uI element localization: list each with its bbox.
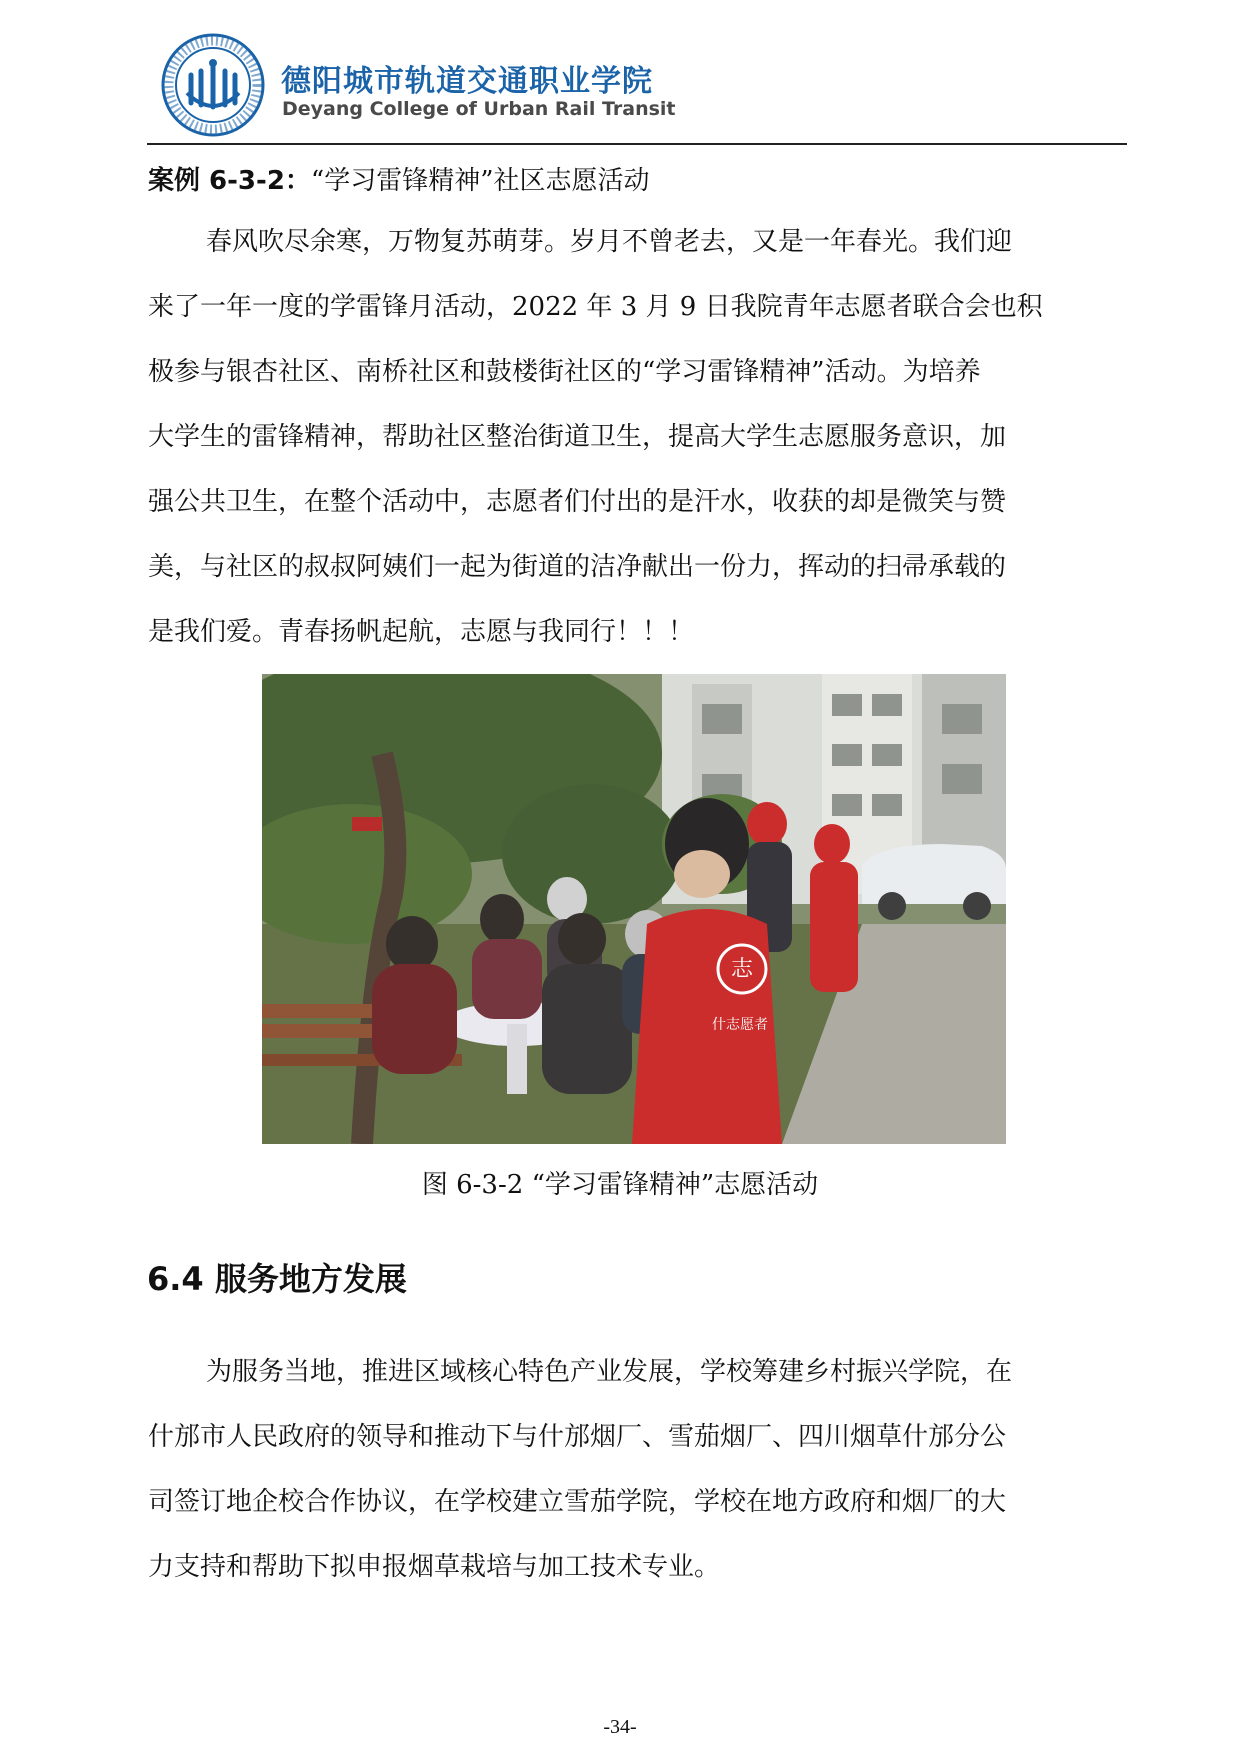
section-heading: 6.4 服务地方发展	[147, 1260, 407, 1298]
paragraph-line: 春风吹尽余寒，万物复苏萌芽。岁月不曾老去，又是一年春光。我们迎	[206, 227, 1013, 257]
college-logo	[161, 33, 265, 137]
case-label: 案例 6-3-2：	[148, 166, 311, 196]
page-number: -34-	[603, 1716, 637, 1738]
case-title	[148, 160, 650, 197]
figure-caption: 图 6-3-2 “学习雷锋精神”志愿活动	[421, 1170, 819, 1200]
paragraph-line: 司签订地企校合作协议，在学校建立雪茄学院，学校在地方政府和烟厂的大	[148, 1487, 1007, 1517]
paragraph-line: 力支持和帮助下拟申报烟草栽培与加工技术专业。	[148, 1552, 721, 1582]
paragraph-line: 强公共卫生，在整个活动中，志愿者们付出的是汗水，收获的却是微笑与赞	[148, 487, 1007, 517]
paragraph-line: 为服务当地，推进区域核心特色产业发展，学校筹建乡村振兴学院，在	[206, 1357, 1013, 1387]
paragraph-line: 是我们爱。青春扬帆起航，志愿与我同行！！！	[148, 617, 695, 647]
paragraph-line: 什邡市人民政府的领导和推动下与什邡烟厂、雪茄烟厂、四川烟草什邡分公	[148, 1422, 1007, 1452]
page-header	[147, 30, 1127, 142]
case-paragraph	[148, 210, 1128, 665]
header-divider	[147, 143, 1127, 145]
college-name-cn: 德阳城市轨道交通职业学院	[281, 64, 653, 99]
svg-text:志: 志	[730, 957, 754, 982]
paragraph-line: 大学生的雷锋精神，帮助社区整治街道卫生，提高大学生志愿服务意识，加	[148, 422, 1007, 452]
paragraph-line: 美，与社区的叔叔阿姨们一起为街道的洁净献出一份力，挥动的扫帚承载的	[148, 552, 1007, 582]
case-title-text: “学习雷锋精神”社区志愿活动	[310, 166, 650, 196]
volunteer-activity-photo	[262, 674, 1006, 1144]
vest-text: 什志愿者	[712, 1017, 768, 1033]
college-name-en: Deyang College of Urban Rail Transit	[282, 98, 676, 120]
paragraph-line: 极参与银杏社区、南桥社区和鼓楼街社区的“学习雷锋精神”活动。为培养	[148, 357, 981, 387]
paragraph-line: 来了一年一度的学雷锋月活动，2022 年 3 月 9 日我院青年志愿者联合会也积	[148, 292, 1043, 322]
section-paragraph	[148, 1340, 1128, 1600]
